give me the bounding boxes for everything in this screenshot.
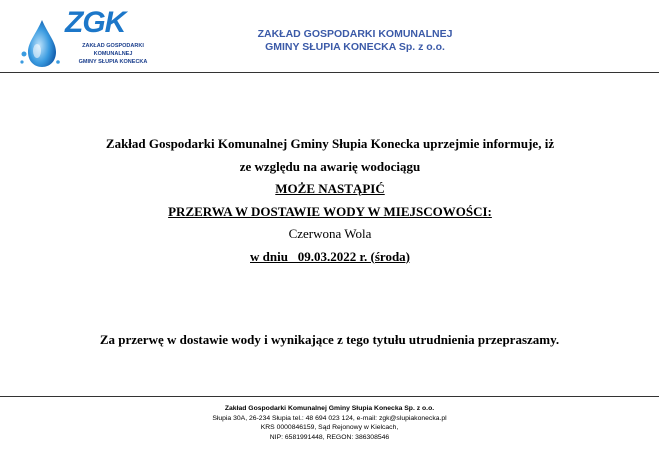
footer-ids: NIP: 6581991448, REGON: 386308546 (269, 433, 390, 441)
logo-line-3: GMINY SŁUPIA KONECKA (78, 59, 148, 65)
footer-krs: KRS 0000846159, Sąd Rejonowy w Kielcach, (260, 424, 399, 431)
letterhead (0, 0, 659, 72)
company-name-line-2: GMINY SŁUPIA KONECKA Sp. z o.o. (265, 41, 445, 53)
logo-mark: ZGK (65, 6, 126, 39)
water-drop-icon (18, 18, 62, 70)
footer-company-name: Zakład Gospodarki Komunalnej Gminy Słupia Konecka Sp. z o.o. (224, 405, 435, 412)
notice-line-3: MOŻE NASTĄPIĆ (275, 181, 385, 196)
notice-date: w dniu 09.03.2022 r. (środa) (250, 248, 410, 264)
logo-line-2: KOMUNALNEJ (93, 51, 133, 57)
notice-body (40, 133, 620, 268)
notice-line-4: PRZERWA W DOSTAWIE WODY W MIEJSCOWOŚCI: (168, 203, 492, 219)
company-name (240, 28, 470, 54)
notice-line-2: ze względu na awarię wodociągu (239, 158, 421, 174)
notice-location: Czerwona Wola (288, 226, 372, 241)
notice-line-1: Zakład Gospodarki Komunalnej Gminy Słupia Konecka uprzejmie informuje, iż (105, 136, 555, 151)
zgk-logo (18, 6, 148, 70)
footer (0, 404, 659, 442)
company-name-line-1: ZAKŁAD GOSPODARKI KOMUNALNEJ (257, 28, 453, 40)
header-divider (0, 72, 659, 73)
footer-address: Słupia 30A, 26-234 Słupia tel.: 48 694 023 124, e-mail: zgk@slupiakonecka.pl (212, 414, 447, 422)
apology-text: Za przerwę w dostawie wody i wynikające z tego tytułu utrudnienia przepraszamy. (99, 332, 560, 347)
logo-line-1: ZAKŁAD GOSPODARKI (82, 43, 144, 49)
footer-divider (0, 396, 659, 397)
